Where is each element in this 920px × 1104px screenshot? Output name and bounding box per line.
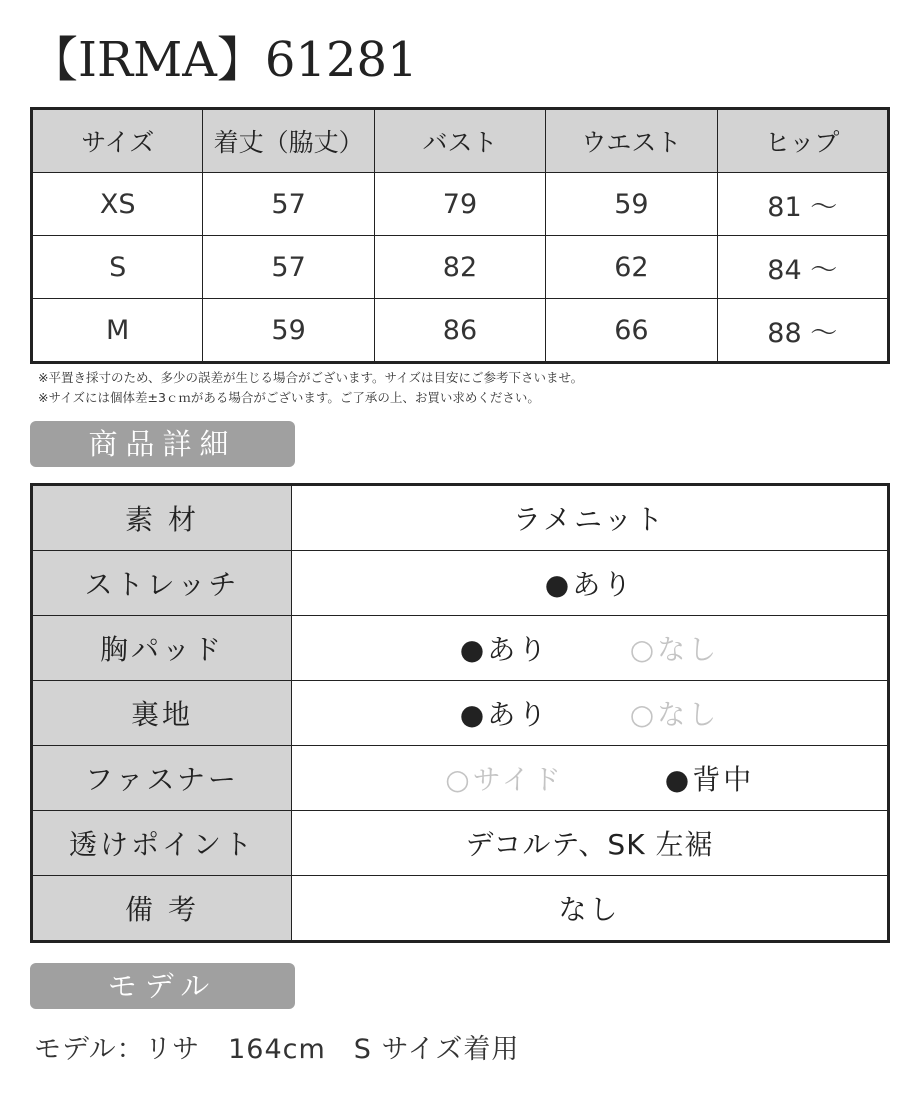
note-line: ※サイズには個体差±3ｃｍがある場合がございます。ご了承の上、お買い求めください。 <box>38 390 540 405</box>
details-table <box>30 483 890 943</box>
waist-cell: 66 <box>546 299 717 363</box>
detail-row-fastener <box>32 746 889 811</box>
material-label: 素 材 <box>32 485 292 551</box>
bust-cell: 82 <box>374 236 545 299</box>
detail-row-remarks <box>32 876 889 942</box>
stretch-value: ●あり <box>292 551 889 616</box>
fastener-label: ファスナー <box>32 746 292 811</box>
table-row <box>32 236 889 299</box>
length-cell: 57 <box>203 173 374 236</box>
size-notes <box>38 368 583 408</box>
detail-row-material <box>32 485 889 551</box>
header-hip: ヒップ <box>717 109 888 173</box>
size-cell: XS <box>32 173 203 236</box>
material-value: ラメニット <box>292 485 889 551</box>
hip-cell: 84 ～ <box>717 236 888 299</box>
chest-pad-value <box>292 616 889 681</box>
lining-yes: ●あり <box>459 698 550 731</box>
note-line: ※平置き採寸のため、多少の誤差が生じる場合がございます。サイズは目安にご参考下さいませ。 <box>38 370 584 385</box>
model-info: モデル：リサ 164cm S サイズ着用 <box>34 1034 520 1065</box>
size-table <box>30 107 890 364</box>
remarks-value: なし <box>292 876 889 942</box>
header-length: 着丈（脇丈） <box>203 109 374 173</box>
fastener-back: ●背中 <box>664 763 755 796</box>
section-header-model: モデル <box>30 963 295 1009</box>
sheer-value: デコルテ、SK 左裾 <box>292 811 889 876</box>
size-cell: S <box>32 236 203 299</box>
header-waist: ウエスト <box>546 109 717 173</box>
bust-cell: 79 <box>374 173 545 236</box>
waist-cell: 59 <box>546 173 717 236</box>
length-cell: 59 <box>203 299 374 363</box>
stretch-label: ストレッチ <box>32 551 292 616</box>
header-bust: バスト <box>374 109 545 173</box>
lining-label: 裏地 <box>32 681 292 746</box>
section-header-details: 商品詳細 <box>30 421 295 467</box>
hip-cell: 81 ～ <box>717 173 888 236</box>
size-table-header-row <box>32 109 889 173</box>
detail-row-lining <box>32 681 889 746</box>
lining-value <box>292 681 889 746</box>
product-title: 【IRMA】61281 <box>30 32 418 88</box>
remarks-label: 備 考 <box>32 876 292 942</box>
fastener-value <box>292 746 889 811</box>
fastener-side: ○サイド <box>445 763 564 796</box>
detail-row-chest-pad <box>32 616 889 681</box>
sheer-label: 透けポイント <box>32 811 292 876</box>
bust-cell: 86 <box>374 299 545 363</box>
table-row <box>32 173 889 236</box>
waist-cell: 62 <box>546 236 717 299</box>
lining-no: ○なし <box>629 698 720 731</box>
size-cell: M <box>32 299 203 363</box>
chest-pad-label: 胸パッド <box>32 616 292 681</box>
detail-row-stretch <box>32 551 889 616</box>
hip-cell: 88 ～ <box>717 299 888 363</box>
header-size: サイズ <box>32 109 203 173</box>
chest-pad-no: ○なし <box>629 633 720 666</box>
chest-pad-yes: ●あり <box>459 633 550 666</box>
detail-row-sheer <box>32 811 889 876</box>
table-row <box>32 299 889 363</box>
length-cell: 57 <box>203 236 374 299</box>
